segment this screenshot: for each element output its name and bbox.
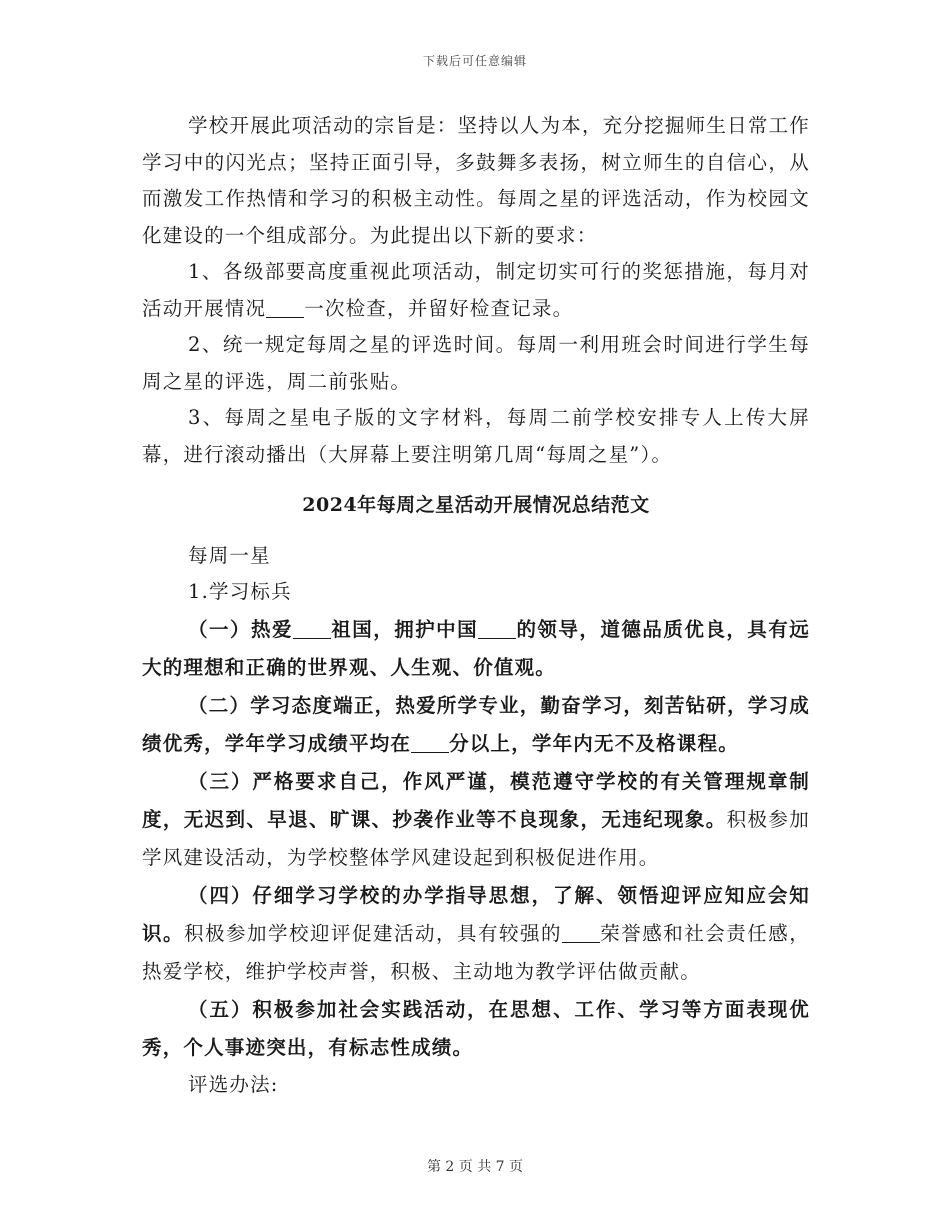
criterion-1 [142, 611, 810, 687]
fill-blank [411, 732, 449, 753]
fill-blank [478, 618, 516, 639]
criterion-2 [142, 687, 810, 763]
intro-paragraph: 学校开展此项活动的宗旨是：坚持以人为本，充分挖掘师生日常工作学习中的闪光点；坚持正面引导，多鼓舞多表扬，树立师生的自信心，从而激发工作热情和学习的积极主动性。每周之星的评选活动，作为校园文化建设的一个组成部分。为此提出以下新的要求： [142, 114, 810, 247]
page-number: 第 2 页 共 7 页 [426, 1159, 524, 1175]
criterion-5: （五）积极参加社会实践活动，在思想、工作、学习等方面表现优秀，个人事迹突出，有标志性成绩。 [142, 997, 810, 1059]
section-title: 2024年每周之星活动开展情况总结范文 [302, 494, 650, 516]
requirement-item-3: 3、每周之星电子版的文字材料，每周二前学校安排专人上传大屏幕，进行滚动播出（大屏幕上要注明第几周“每周之星”）。 [142, 406, 810, 466]
subheading-selection-method: 评选办法: [188, 1072, 279, 1096]
criterion-4-normal-text-a: 积极参加学校迎评促建活动，具有较强的 [184, 921, 562, 945]
requirement-item-1-text-a: 1、各级部要高度重视此项活动，制定切实可行的奖惩措施，每月对活动开展情况 [142, 260, 810, 320]
criterion-3-normal-text: 积极参加学风建设活动，为学校整体学风建设起到积极促进作用。 [142, 807, 810, 869]
fill-blank [562, 922, 600, 943]
criterion-3-bold-text: （三）严格要求自己，作风严谨，模范遵守学校的有关管理规章制度，无迟到、早退、旷课、抄袭作业等不良现象，无违纪现象。 [142, 769, 810, 831]
criterion-2-text-a: （二）学习态度端正，热爱所学专业，勤奋学习，刻苦钻研，学习成绩优秀，学年学习成绩平均在 [142, 693, 810, 755]
fill-blank [266, 297, 304, 318]
criterion-4-bold-text: （四）仔细学习学校的办学指导思想，了解、领悟迎评应知应会知识。 [142, 883, 810, 945]
criterion-3 [142, 763, 810, 877]
criterion-4-normal-text-b: 荣誉感和社会责任感，热爱学校，维护学校声誉，积极、主动地为教学评估做贡献。 [142, 921, 810, 983]
criterion-1-text-b: 祖国，拥护中国 [330, 617, 479, 641]
criterion-1-text-c: 的领导，道德品质优良，具有远大的理想和正确的世界观、人生观、价值观。 [142, 617, 810, 679]
criterion-4 [142, 877, 810, 991]
subheading-weekly-star: 每周一星 [188, 543, 271, 567]
document-body [142, 108, 810, 1103]
header-note: 下载后可任意编辑 [422, 54, 527, 68]
criterion-2-text-b: 分以上，学年内无不及格课程。 [449, 731, 739, 755]
requirement-item-1-text-b: 一次检查，并留好检查记录。 [304, 296, 574, 320]
subheading-study-model: 1.学习标兵 [188, 580, 292, 603]
requirement-item-2: 2、统一规定每周之星的评选时间。每周一利用班会时间进行学生每周之星的评选，周二前张贴。 [142, 333, 810, 393]
requirement-item-1 [142, 254, 810, 327]
fill-blank [293, 618, 331, 639]
criterion-1-text-a: （一）热爱 [188, 617, 293, 641]
